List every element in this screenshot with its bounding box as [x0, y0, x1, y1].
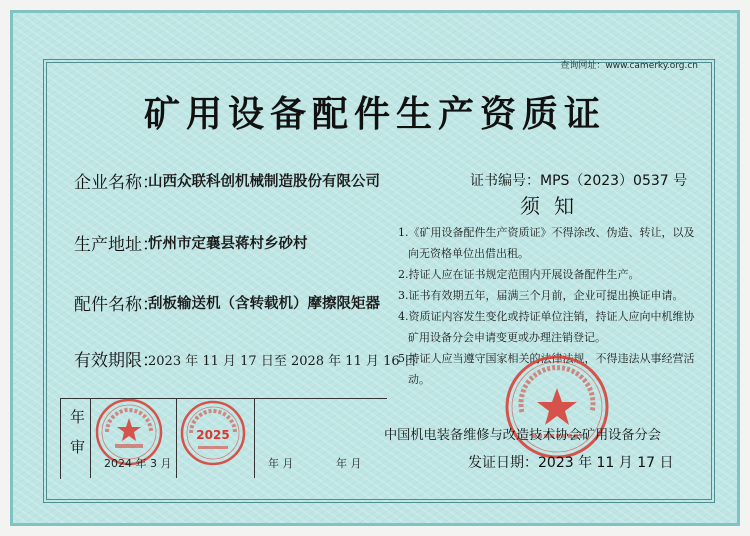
company-value: 山西众联科创机械制造股份有限公司: [148, 173, 380, 190]
review-date-1: 2024 年 3 月: [104, 457, 172, 470]
review-date-3: 年 月: [336, 457, 362, 470]
validity-value: 2023 年 11 月 17 日至 2028 年 11 月 16 日: [148, 354, 417, 369]
address-label: 生产地址：: [74, 235, 159, 255]
certificate-number: 证书编号：MPS（2023）0537 号: [470, 173, 688, 189]
review-label-review: 审: [70, 438, 86, 456]
certificate-title: 矿用设备配件生产资质证: [143, 94, 606, 135]
issue-date: 发证日期：2023 年 11 月 17 日: [468, 455, 674, 471]
review-divider: [176, 398, 177, 478]
parts-value: 刮板输送机（含转载机）摩擦限矩器: [148, 295, 380, 312]
query-website: 查询网址：www.camerky.org.cn: [560, 61, 698, 71]
validity-label: 有效期限：: [74, 351, 159, 371]
parts-label: 配件名称：: [74, 295, 159, 315]
review-divider: [254, 398, 255, 478]
svg-text:2025: 2025: [196, 428, 230, 442]
review-divider: [90, 398, 91, 478]
official-seal: [502, 352, 612, 462]
notice-rule: 4.资质证内容发生变化或持证单位注销，持证人应向中机维协矿用设备分会申请变更或办理注销登记。: [398, 310, 695, 344]
notice-rule: 1.《矿用设备配件生产资质证》不得涂改、伪造、转让，以及向无资格单位出借出租。: [398, 226, 695, 260]
notice-rule: 5.持证人应当遵守国家相关的法律法规，不得违法从事经营活动。: [398, 352, 695, 386]
review-label-year: 年: [70, 408, 86, 426]
address-value: 忻州市定襄县蒋村乡砂村: [148, 235, 308, 252]
notice-rule: 2.持证人应在证书规定范围内开展设备配件生产。: [398, 268, 640, 281]
audit-stamp-2025: [178, 398, 248, 468]
issuing-organization: 中国机电装备维修与改造技术协会矿用设备分会: [384, 428, 661, 443]
notice-rule: 3.证书有效期五年，届满三个月前，企业可提出换证申请。: [398, 289, 684, 302]
notice-title: 须知: [520, 194, 588, 218]
review-date-2: 年 月: [268, 457, 294, 470]
company-label: 企业名称：: [74, 173, 159, 193]
